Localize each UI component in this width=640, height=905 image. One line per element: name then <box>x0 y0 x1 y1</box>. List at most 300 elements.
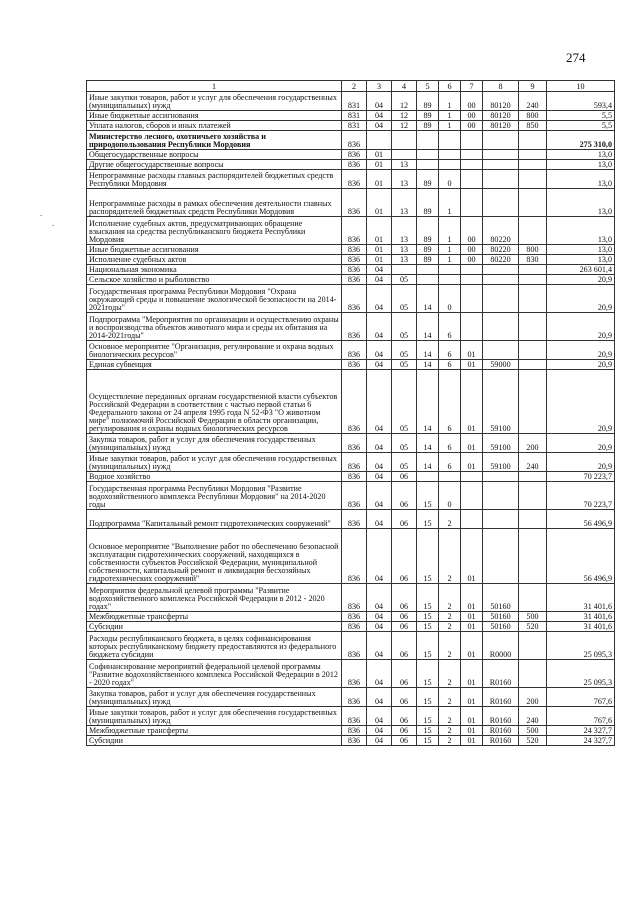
item-name-cell: Подпрограмма "Мероприятия по организации и осуществлению охраны и воспроизводства объектов животного мира и среды их обитания на 2014-2021годы" <box>87 313 342 341</box>
table-row <box>87 121 615 131</box>
column-header: 2 <box>342 81 367 92</box>
code-cell-c5: 14 <box>417 313 439 341</box>
code-cell-c7 <box>461 313 483 341</box>
code-cell-c3: 04 <box>367 360 392 370</box>
code-cell-c4: 13 <box>392 170 417 189</box>
item-name-cell: Уплата налогов, сборов и иных платежей <box>87 121 342 131</box>
code-cell-c8: 50160 <box>483 584 519 612</box>
code-cell-c4 <box>392 150 417 160</box>
table-row <box>87 265 615 275</box>
code-cell-c9: 500 <box>519 612 547 622</box>
amount-cell: 56 496,9 <box>547 510 615 529</box>
code-cell-c9 <box>519 660 547 688</box>
code-cell-c8 <box>483 341 519 360</box>
code-cell-c6: 1 <box>439 121 461 131</box>
amount-cell: 20,9 <box>547 453 615 472</box>
item-name-cell: Иные бюджетные ассигнования <box>87 111 342 121</box>
code-cell-c4: 06 <box>392 622 417 632</box>
code-cell-c3: 04 <box>367 529 392 584</box>
item-name-cell: Основное мероприятие "Организация, регулирование и охрана водных биологических ресурсов" <box>87 341 342 360</box>
amount-cell: 767,6 <box>547 707 615 726</box>
code-cell-c2: 836 <box>342 482 367 510</box>
code-cell-c2: 836 <box>342 736 367 746</box>
item-name-cell: Другие общегосударственные вопросы <box>87 160 342 170</box>
code-cell-c7 <box>461 170 483 189</box>
code-cell-c4: 05 <box>392 370 417 434</box>
code-cell-c4: 13 <box>392 217 417 245</box>
code-cell-c3: 01 <box>367 217 392 245</box>
amount-cell: 5,5 <box>547 111 615 121</box>
code-cell-c9 <box>519 584 547 612</box>
code-cell-c3: 04 <box>367 313 392 341</box>
code-cell-c8 <box>483 160 519 170</box>
margin-mark: . <box>52 218 55 228</box>
item-name-cell: Иные бюджетные ассигнования <box>87 245 342 255</box>
table-row <box>87 313 615 341</box>
code-cell-c6: 0 <box>439 285 461 313</box>
code-cell-c5: 89 <box>417 92 439 111</box>
column-header: 10 <box>547 81 615 92</box>
column-header: 7 <box>461 81 483 92</box>
code-cell-c7 <box>461 510 483 529</box>
code-cell-c2: 836 <box>342 275 367 285</box>
code-cell-c4 <box>392 131 417 150</box>
code-cell-c6: 2 <box>439 510 461 529</box>
code-cell-c2: 836 <box>342 285 367 313</box>
code-cell-c4: 05 <box>392 313 417 341</box>
amount-cell: 13,0 <box>547 189 615 217</box>
code-cell-c8: 80220 <box>483 245 519 255</box>
code-cell-c2: 836 <box>342 622 367 632</box>
code-cell-c3: 01 <box>367 255 392 265</box>
code-cell-c4: 06 <box>392 482 417 510</box>
code-cell-c3: 04 <box>367 121 392 131</box>
code-cell-c9: 800 <box>519 111 547 121</box>
item-name-cell: Водное хозяйство <box>87 472 342 482</box>
code-cell-c2: 836 <box>342 313 367 341</box>
code-cell-c2: 836 <box>342 529 367 584</box>
code-cell-c3: 04 <box>367 688 392 707</box>
item-name-cell: Осуществление переданных органам государственной власти субъектов Российской Федерации в соответствии с частью первой статьи 6 Федерального закона от 24 апреля 1995 года N 52-ФЗ "О животном мире" полномочий Российской Федерации в области организации, регулирования и охраны водных биологических ресурсов <box>87 370 342 434</box>
code-cell-c3 <box>367 131 392 150</box>
table-row <box>87 736 615 746</box>
item-name-cell: Подпрограмма "Капитальный ремонт гидротехнических сооружений" <box>87 510 342 529</box>
code-cell-c6: 2 <box>439 622 461 632</box>
amount-cell: 263 601,4 <box>547 265 615 275</box>
code-cell-c6: 6 <box>439 434 461 453</box>
code-cell-c9 <box>519 131 547 150</box>
item-name-cell: Исполнение судебных актов, предусматривающих обращение взыскания на средства республиканского бюджета Республики Мордовия <box>87 217 342 245</box>
table-row <box>87 688 615 707</box>
code-cell-c4: 06 <box>392 736 417 746</box>
item-name-cell: Общегосударственные вопросы <box>87 150 342 160</box>
code-cell-c5 <box>417 472 439 482</box>
code-cell-c8 <box>483 510 519 529</box>
amount-cell: 31 401,6 <box>547 584 615 612</box>
code-cell-c8: 50160 <box>483 622 519 632</box>
code-cell-c3: 04 <box>367 370 392 434</box>
code-cell-c5: 89 <box>417 111 439 121</box>
code-cell-c7: 01 <box>461 736 483 746</box>
code-cell-c7 <box>461 482 483 510</box>
table-row <box>87 131 615 150</box>
code-cell-c3: 04 <box>367 453 392 472</box>
code-cell-c5: 14 <box>417 434 439 453</box>
code-cell-c5: 15 <box>417 622 439 632</box>
code-cell-c3: 01 <box>367 245 392 255</box>
amount-cell: 593,4 <box>547 92 615 111</box>
code-cell-c6: 1 <box>439 111 461 121</box>
amount-cell: 13,0 <box>547 255 615 265</box>
code-cell-c7: 01 <box>461 688 483 707</box>
table-row <box>87 92 615 111</box>
table-header-row <box>87 81 615 92</box>
table-row <box>87 150 615 160</box>
code-cell-c2: 836 <box>342 472 367 482</box>
amount-cell: 20,9 <box>547 370 615 434</box>
code-cell-c7: 00 <box>461 92 483 111</box>
code-cell-c7 <box>461 160 483 170</box>
code-cell-c8: 80220 <box>483 255 519 265</box>
item-name-cell: Непрограммные расходы в рамках обеспечения деятельности главных распорядителей бюджетных средств Республики Мордовия <box>87 189 342 217</box>
code-cell-c9 <box>519 472 547 482</box>
item-name-cell: Министерство лесного, охотничьего хозяйства и природопользования Республики Мордовия <box>87 131 342 150</box>
table-row <box>87 482 615 510</box>
table-row <box>87 341 615 360</box>
code-cell-c6 <box>439 150 461 160</box>
code-cell-c9 <box>519 285 547 313</box>
code-cell-c6: 0 <box>439 170 461 189</box>
code-cell-c7: 01 <box>461 622 483 632</box>
code-cell-c8: 59100 <box>483 453 519 472</box>
code-cell-c6 <box>439 265 461 275</box>
code-cell-c9: 800 <box>519 245 547 255</box>
code-cell-c9: 500 <box>519 726 547 736</box>
code-cell-c2: 836 <box>342 170 367 189</box>
code-cell-c5 <box>417 160 439 170</box>
code-cell-c9 <box>519 529 547 584</box>
code-cell-c7: 01 <box>461 707 483 726</box>
amount-cell: 275 310,0 <box>547 131 615 150</box>
code-cell-c9: 830 <box>519 255 547 265</box>
item-name-cell: Единая субвенция <box>87 360 342 370</box>
code-cell-c6: 6 <box>439 341 461 360</box>
code-cell-c9 <box>519 482 547 510</box>
code-cell-c3: 04 <box>367 285 392 313</box>
code-cell-c5: 89 <box>417 121 439 131</box>
code-cell-c4: 06 <box>392 726 417 736</box>
code-cell-c5: 89 <box>417 217 439 245</box>
code-cell-c9: 520 <box>519 736 547 746</box>
amount-cell: 24 327,7 <box>547 726 615 736</box>
code-cell-c6: 2 <box>439 726 461 736</box>
column-header: 8 <box>483 81 519 92</box>
code-cell-c3: 04 <box>367 736 392 746</box>
item-name-cell: Государственная программа Республики Мордовия "Охрана окружающей среды и повышение экологической безопасности на 2014-2021годы" <box>87 285 342 313</box>
column-header: 5 <box>417 81 439 92</box>
item-name-cell: Расходы республиканского бюджета, в целях софинансирования которых республиканскому бюджету предоставляются из федерального бюджета субсидии <box>87 632 342 660</box>
item-name-cell: Субсидии <box>87 736 342 746</box>
code-cell-c7: 00 <box>461 217 483 245</box>
code-cell-c5: 14 <box>417 360 439 370</box>
code-cell-c3: 04 <box>367 92 392 111</box>
column-header: 4 <box>392 81 417 92</box>
code-cell-c8: 80120 <box>483 92 519 111</box>
table-row <box>87 510 615 529</box>
code-cell-c2: 836 <box>342 255 367 265</box>
item-name-cell: Основное мероприятие "Выполнение работ по обеспечению безопасной эксплуатации гидротехнических сооружений, находящихся в собственности субъектов Российской Федерации, муниципальной собственности, капитальный ремонт и ликвидация бесхозяйных гидротехнических сооружений" <box>87 529 342 584</box>
code-cell-c8: 80120 <box>483 111 519 121</box>
code-cell-c9 <box>519 313 547 341</box>
code-cell-c4 <box>392 265 417 275</box>
code-cell-c7: 00 <box>461 111 483 121</box>
item-name-cell: Межбюджетные трансферты <box>87 612 342 622</box>
column-header: 1 <box>87 81 342 92</box>
code-cell-c5: 14 <box>417 341 439 360</box>
amount-cell: 25 095,3 <box>547 660 615 688</box>
code-cell-c4: 05 <box>392 453 417 472</box>
item-name-cell: Государственная программа Республики Мордовия "Развитие водохозяйственного комплекса Республики Мордовия" на 2014-2020 годы <box>87 482 342 510</box>
code-cell-c8: 50160 <box>483 612 519 622</box>
code-cell-c3: 04 <box>367 612 392 622</box>
code-cell-c6: 1 <box>439 92 461 111</box>
code-cell-c7: 01 <box>461 726 483 736</box>
code-cell-c4: 13 <box>392 245 417 255</box>
code-cell-c2: 831 <box>342 121 367 131</box>
code-cell-c7 <box>461 285 483 313</box>
item-name-cell: Исполнение судебных актов <box>87 255 342 265</box>
code-cell-c2: 836 <box>342 131 367 150</box>
code-cell-c4: 05 <box>392 285 417 313</box>
code-cell-c8: 59100 <box>483 370 519 434</box>
code-cell-c3: 04 <box>367 472 392 482</box>
code-cell-c7 <box>461 275 483 285</box>
amount-cell: 20,9 <box>547 360 615 370</box>
code-cell-c9 <box>519 170 547 189</box>
code-cell-c8 <box>483 482 519 510</box>
code-cell-c5: 15 <box>417 529 439 584</box>
code-cell-c3: 04 <box>367 584 392 612</box>
amount-cell: 20,9 <box>547 275 615 285</box>
code-cell-c9 <box>519 275 547 285</box>
code-cell-c6: 1 <box>439 217 461 245</box>
code-cell-c8 <box>483 131 519 150</box>
code-cell-c6: 1 <box>439 189 461 217</box>
code-cell-c2: 836 <box>342 370 367 434</box>
item-name-cell: Иные закупки товаров, работ и услуг для обеспечения государственных (муниципальных) нужд <box>87 707 342 726</box>
code-cell-c6 <box>439 131 461 150</box>
amount-cell: 20,9 <box>547 434 615 453</box>
table-row <box>87 245 615 255</box>
code-cell-c8 <box>483 170 519 189</box>
code-cell-c6 <box>439 472 461 482</box>
code-cell-c2: 836 <box>342 360 367 370</box>
code-cell-c2: 836 <box>342 265 367 275</box>
table-row <box>87 360 615 370</box>
code-cell-c5: 15 <box>417 584 439 612</box>
amount-cell: 56 496,9 <box>547 529 615 584</box>
code-cell-c3: 04 <box>367 341 392 360</box>
code-cell-c7: 01 <box>461 584 483 612</box>
table-body <box>87 92 615 746</box>
code-cell-c3: 04 <box>367 622 392 632</box>
code-cell-c3: 04 <box>367 726 392 736</box>
code-cell-c9: 240 <box>519 453 547 472</box>
code-cell-c4: 06 <box>392 612 417 622</box>
code-cell-c6 <box>439 275 461 285</box>
table-row <box>87 472 615 482</box>
code-cell-c6: 0 <box>439 482 461 510</box>
amount-cell: 31 401,6 <box>547 622 615 632</box>
code-cell-c5: 15 <box>417 736 439 746</box>
code-cell-c9 <box>519 510 547 529</box>
amount-cell: 70 223,7 <box>547 472 615 482</box>
amount-cell: 20,9 <box>547 285 615 313</box>
code-cell-c8: R0160 <box>483 660 519 688</box>
code-cell-c7: 01 <box>461 612 483 622</box>
code-cell-c5: 15 <box>417 707 439 726</box>
code-cell-c7: 00 <box>461 255 483 265</box>
code-cell-c2: 836 <box>342 189 367 217</box>
code-cell-c5 <box>417 150 439 160</box>
code-cell-c2: 836 <box>342 341 367 360</box>
code-cell-c9: 240 <box>519 92 547 111</box>
table-row <box>87 707 615 726</box>
item-name-cell: Непрограммные расходы главных распорядителей бюджетных средств Республики Мордовия <box>87 170 342 189</box>
code-cell-c6: 1 <box>439 255 461 265</box>
code-cell-c9 <box>519 360 547 370</box>
code-cell-c7 <box>461 265 483 275</box>
code-cell-c2: 836 <box>342 160 367 170</box>
code-cell-c2: 831 <box>342 111 367 121</box>
amount-cell: 24 327,7 <box>547 736 615 746</box>
code-cell-c3: 01 <box>367 150 392 160</box>
code-cell-c4: 06 <box>392 510 417 529</box>
code-cell-c2: 836 <box>342 434 367 453</box>
code-cell-c8: R0160 <box>483 726 519 736</box>
code-cell-c5: 89 <box>417 245 439 255</box>
code-cell-c6: 2 <box>439 707 461 726</box>
code-cell-c5: 15 <box>417 688 439 707</box>
code-cell-c5 <box>417 131 439 150</box>
code-cell-c6: 6 <box>439 453 461 472</box>
code-cell-c5: 15 <box>417 482 439 510</box>
code-cell-c9: 200 <box>519 434 547 453</box>
code-cell-c3: 01 <box>367 189 392 217</box>
code-cell-c8: R0160 <box>483 736 519 746</box>
code-cell-c4: 06 <box>392 529 417 584</box>
table-row <box>87 275 615 285</box>
code-cell-c4: 12 <box>392 121 417 131</box>
code-cell-c6: 2 <box>439 736 461 746</box>
code-cell-c5: 89 <box>417 255 439 265</box>
code-cell-c6: 2 <box>439 688 461 707</box>
code-cell-c7: 00 <box>461 121 483 131</box>
code-cell-c4: 06 <box>392 632 417 660</box>
code-cell-c5: 14 <box>417 370 439 434</box>
code-cell-c4: 05 <box>392 341 417 360</box>
amount-cell: 13,0 <box>547 170 615 189</box>
table-row <box>87 111 615 121</box>
code-cell-c9 <box>519 217 547 245</box>
code-cell-c8 <box>483 275 519 285</box>
code-cell-c6: 6 <box>439 360 461 370</box>
amount-cell: 13,0 <box>547 217 615 245</box>
code-cell-c8 <box>483 189 519 217</box>
code-cell-c3: 04 <box>367 482 392 510</box>
code-cell-c9 <box>519 150 547 160</box>
column-header: 3 <box>367 81 392 92</box>
code-cell-c2: 836 <box>342 612 367 622</box>
table-row <box>87 632 615 660</box>
code-cell-c7: 01 <box>461 632 483 660</box>
code-cell-c4: 13 <box>392 255 417 265</box>
item-name-cell: Сельское хозяйство и рыболовство <box>87 275 342 285</box>
amount-cell: 5,5 <box>547 121 615 131</box>
code-cell-c6: 6 <box>439 313 461 341</box>
code-cell-c8 <box>483 150 519 160</box>
amount-cell: 13,0 <box>547 150 615 160</box>
code-cell-c6: 2 <box>439 660 461 688</box>
column-header: 6 <box>439 81 461 92</box>
code-cell-c5: 15 <box>417 612 439 622</box>
budget-table <box>86 80 615 746</box>
code-cell-c3: 04 <box>367 265 392 275</box>
code-cell-c2: 836 <box>342 453 367 472</box>
code-cell-c2: 836 <box>342 726 367 736</box>
margin-mark: . <box>40 208 43 218</box>
code-cell-c9 <box>519 370 547 434</box>
code-cell-c4: 12 <box>392 92 417 111</box>
code-cell-c7 <box>461 131 483 150</box>
code-cell-c2: 836 <box>342 217 367 245</box>
code-cell-c5 <box>417 275 439 285</box>
item-name-cell: Национальная экономика <box>87 265 342 275</box>
code-cell-c4: 06 <box>392 472 417 482</box>
code-cell-c6: 2 <box>439 612 461 622</box>
amount-cell: 13,0 <box>547 245 615 255</box>
code-cell-c4: 05 <box>392 275 417 285</box>
code-cell-c9 <box>519 632 547 660</box>
item-name-cell: Межбюджетные трансферты <box>87 726 342 736</box>
amount-cell: 13,0 <box>547 160 615 170</box>
table-row <box>87 453 615 472</box>
code-cell-c4: 06 <box>392 584 417 612</box>
table-row <box>87 217 615 245</box>
code-cell-c4: 12 <box>392 111 417 121</box>
code-cell-c8: R0160 <box>483 707 519 726</box>
code-cell-c9: 200 <box>519 688 547 707</box>
code-cell-c3: 01 <box>367 160 392 170</box>
code-cell-c8: 59100 <box>483 434 519 453</box>
amount-cell: 25 095,3 <box>547 632 615 660</box>
amount-cell: 767,6 <box>547 688 615 707</box>
code-cell-c4: 05 <box>392 360 417 370</box>
item-name-cell: Закупка товаров, работ и услуг для обеспечения государственных (муниципальных) нужд <box>87 434 342 453</box>
code-cell-c6: 1 <box>439 245 461 255</box>
code-cell-c9 <box>519 265 547 275</box>
code-cell-c3: 04 <box>367 660 392 688</box>
code-cell-c5: 15 <box>417 510 439 529</box>
table-row <box>87 370 615 434</box>
code-cell-c5: 15 <box>417 660 439 688</box>
code-cell-c9 <box>519 341 547 360</box>
code-cell-c3: 04 <box>367 111 392 121</box>
code-cell-c7: 00 <box>461 245 483 255</box>
item-name-cell: Мероприятия федеральной целевой программы "Развитие водохозяйственного комплекса Российской Федерации в 2012 - 2020 годах" <box>87 584 342 612</box>
code-cell-c6: 2 <box>439 584 461 612</box>
code-cell-c5: 89 <box>417 170 439 189</box>
